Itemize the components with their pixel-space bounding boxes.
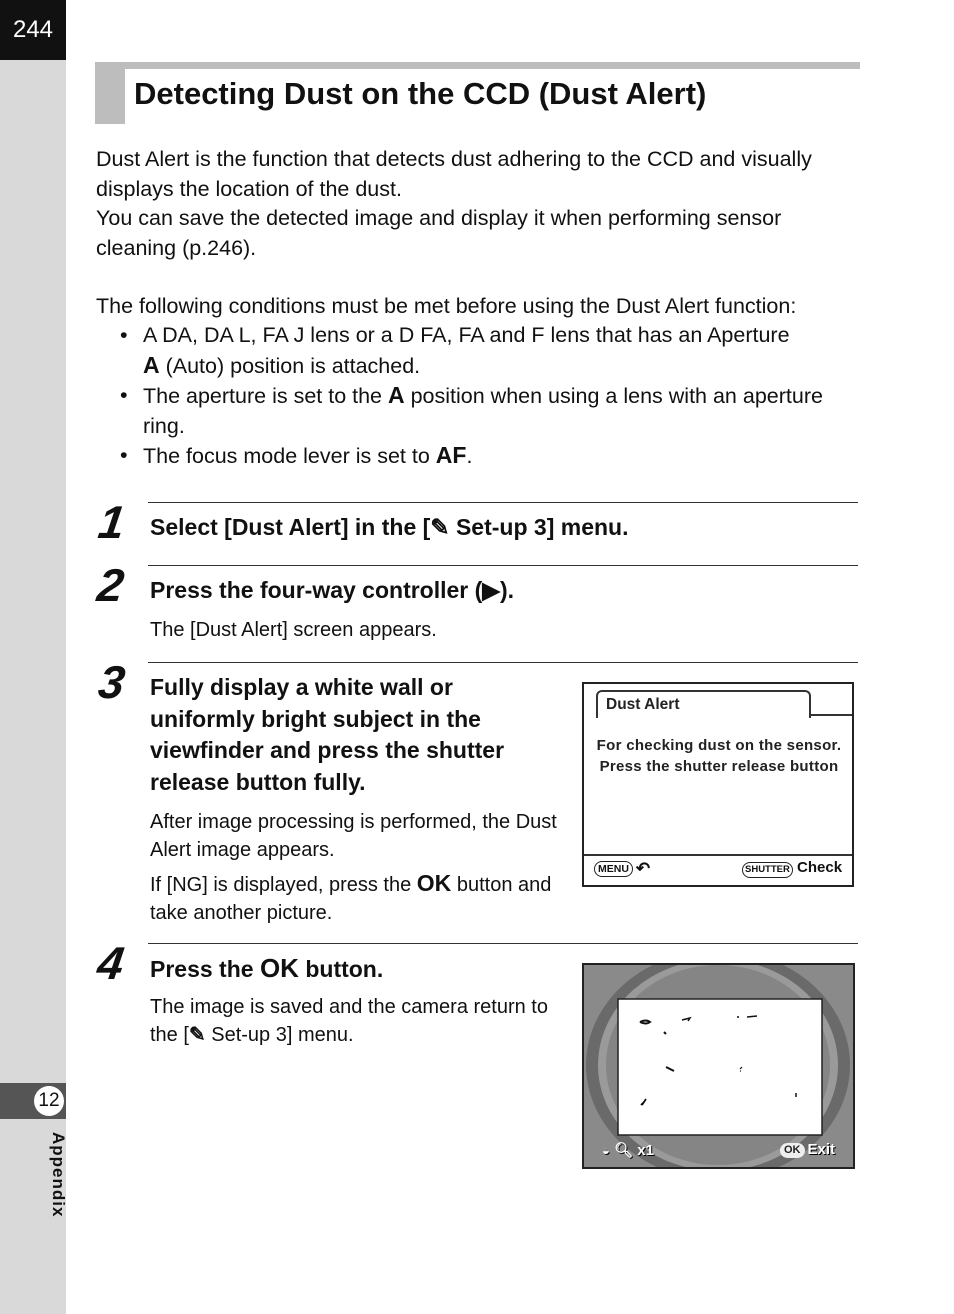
title-bar-side bbox=[95, 62, 125, 124]
exit-label: Exit bbox=[807, 1141, 836, 1158]
dial-icon: ◒ bbox=[602, 1143, 610, 1158]
step-body: The [Dust Alert] screen appears. bbox=[150, 619, 437, 641]
zoom-indicator bbox=[602, 1141, 654, 1159]
zoom-label: x1 bbox=[637, 1142, 654, 1159]
step-body-text: The image is saved and the camera return to the [ bbox=[150, 996, 548, 1046]
shutter-check-hint bbox=[742, 859, 842, 878]
step-body-text: If [NG] is displayed, press the bbox=[150, 874, 417, 896]
bullet: • bbox=[120, 383, 128, 407]
bullet-text: The aperture is set to the bbox=[143, 384, 388, 408]
screen-message: For checking dust on the sensor. Press the shutter release button bbox=[596, 737, 842, 775]
menu-back-hint bbox=[594, 859, 650, 879]
bullet-text: A DA, DA L, FA J lens or a D FA, FA and F lens that has an Aperture bbox=[143, 323, 790, 347]
wrench-icon: ✎ bbox=[430, 514, 450, 540]
step-heading bbox=[150, 953, 383, 986]
chapter-number: 12 bbox=[34, 1086, 64, 1116]
step-heading bbox=[150, 512, 628, 544]
list-item bbox=[120, 321, 860, 381]
title-bar-top bbox=[95, 62, 860, 69]
list-item bbox=[120, 381, 860, 441]
step-heading: Press the four-way controller (▶). bbox=[150, 577, 515, 603]
step-divider bbox=[148, 662, 858, 663]
bullet: • bbox=[120, 323, 128, 347]
bullet-text: position when using a lens with an aperture ring. bbox=[143, 384, 823, 438]
sensor-dust-image bbox=[584, 965, 853, 1167]
ok-button-symbol: OK bbox=[259, 953, 299, 983]
ok-button-icon: OK bbox=[780, 1143, 805, 1158]
intro-paragraph: Dust Alert is the function that detects dust adhering to the CCD and visually displays the location of the dust. bbox=[96, 147, 812, 201]
step-body-text: Set-up 3] menu. bbox=[205, 1024, 354, 1046]
step-body bbox=[150, 993, 550, 1049]
step-divider bbox=[148, 502, 858, 503]
step-heading-text: Press the bbox=[150, 956, 260, 982]
step-number: 3 bbox=[95, 656, 129, 708]
exit-hint bbox=[780, 1141, 835, 1158]
back-icon: ↶ bbox=[635, 859, 651, 878]
aperture-a-symbol: A bbox=[143, 351, 160, 378]
magnifier-icon: 🔍︎ bbox=[614, 1142, 634, 1159]
aperture-a-symbol: A bbox=[388, 382, 405, 408]
list-item bbox=[120, 441, 860, 472]
bullet-text: (Auto) position is attached. bbox=[159, 353, 421, 378]
page-number: 244 bbox=[0, 0, 66, 60]
screen-footer-line bbox=[584, 854, 852, 856]
step-number: 4 bbox=[94, 937, 128, 989]
step-heading-text: Set-up 3] menu. bbox=[449, 514, 629, 540]
wrench-icon: ✎ bbox=[188, 1024, 206, 1046]
step-divider bbox=[148, 565, 858, 566]
bullet-text: The focus mode lever is set to bbox=[143, 444, 436, 468]
af-symbol: AF bbox=[435, 442, 467, 468]
step-heading-text: Select [Dust Alert] in the [ bbox=[150, 514, 431, 540]
bullet: • bbox=[120, 443, 128, 467]
intro bbox=[96, 145, 866, 263]
ok-button-symbol: OK bbox=[416, 870, 452, 896]
step-body: After image processing is performed, the Dust Alert image appears. bbox=[150, 811, 557, 861]
step-divider bbox=[148, 943, 858, 944]
step-number: 2 bbox=[94, 559, 128, 611]
step-body bbox=[150, 869, 560, 927]
menu-button-icon: MENU bbox=[594, 861, 633, 877]
conditions-list bbox=[120, 321, 860, 472]
chapter-label: Appendix bbox=[49, 1132, 68, 1218]
step-number: 1 bbox=[95, 496, 129, 548]
intro-paragraph: You can save the detected image and display it when performing sensor cleaning (p.246). bbox=[96, 206, 782, 260]
screen-title: Dust Alert bbox=[606, 696, 680, 713]
conditions-lead: The following conditions must be met before using the Dust Alert function: bbox=[96, 294, 797, 318]
step-body-text: button and take another picture. bbox=[150, 874, 552, 924]
dust-alert-screen bbox=[582, 682, 854, 887]
dust-image-screen bbox=[582, 963, 855, 1169]
shutter-button-icon: SHUTTER bbox=[742, 862, 793, 878]
screen-tab-line bbox=[810, 714, 852, 716]
step-heading-text: button. bbox=[298, 956, 384, 982]
page-title: Detecting Dust on the CCD (Dust Alert) bbox=[134, 76, 707, 111]
bullet-text: . bbox=[466, 444, 473, 468]
check-label: Check bbox=[797, 859, 843, 876]
step-heading: Fully display a white wall or uniformly bright subject in the viewfinder and press the shutter release button fully. bbox=[150, 674, 505, 795]
